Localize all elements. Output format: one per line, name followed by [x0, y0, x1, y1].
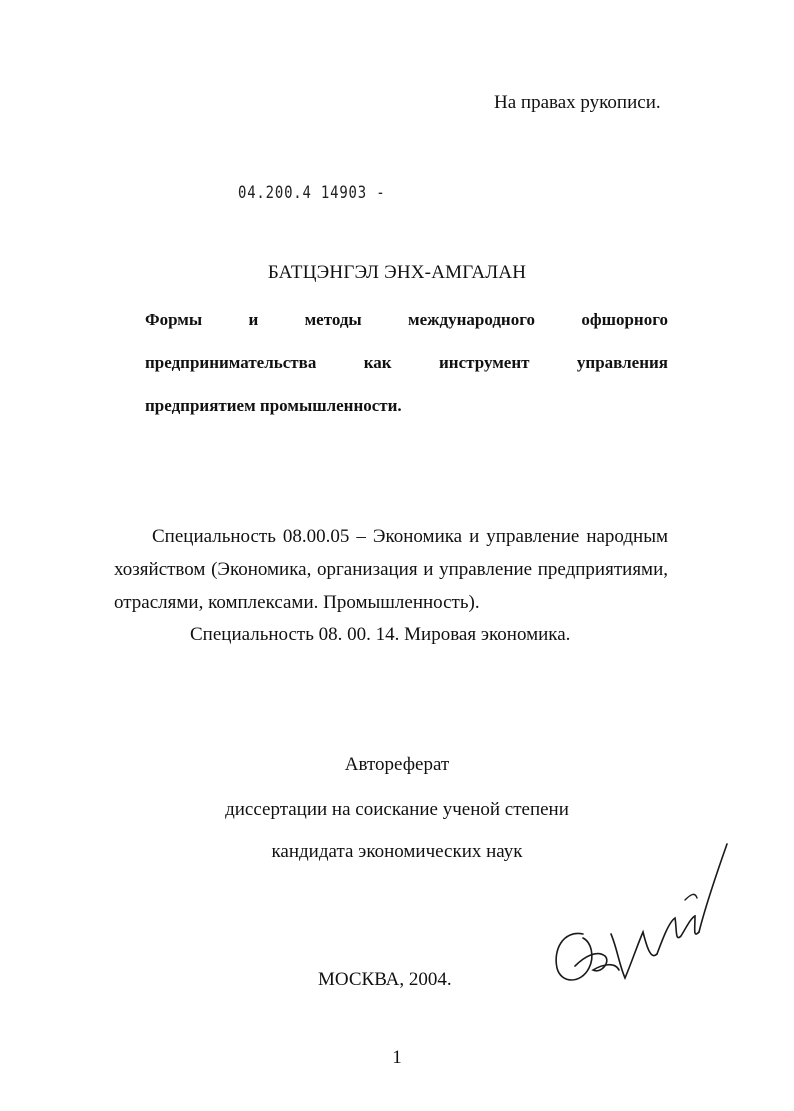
rights-notice: На правах рукописи. [494, 92, 661, 113]
abstract-heading: Автореферат [344, 754, 450, 775]
page-number: 1 [392, 1047, 402, 1068]
specialty-second: Специальность 08. 00. 14. Мировая экономика. [190, 624, 571, 645]
specialty-paragraph: Специальность 08.00.05 – Экономика и управление народным хозяйством (Экономика, организация и управление предприятиями, отраслями, комплексами. Промышленность). [114, 526, 668, 613]
abstract-degree-line: диссертации на соискание ученой степени [225, 799, 569, 820]
title-line-3: предприятием промышленности. [145, 396, 402, 415]
title-line-1: Формы и методы международного офшорного [145, 310, 668, 329]
author-name: БАТЦЭНГЭЛ ЭНХ-АМГАЛАН [267, 262, 527, 283]
abstract-field-line: кандидата экономических наук [271, 841, 523, 862]
city-year: МОСКВА, 2004. [318, 969, 452, 990]
registration-stamp: 04.200.4 14903 - [238, 183, 386, 203]
title-line-2: предпринимательства как инструмент управления [145, 353, 668, 372]
handwritten-signature [545, 838, 730, 993]
